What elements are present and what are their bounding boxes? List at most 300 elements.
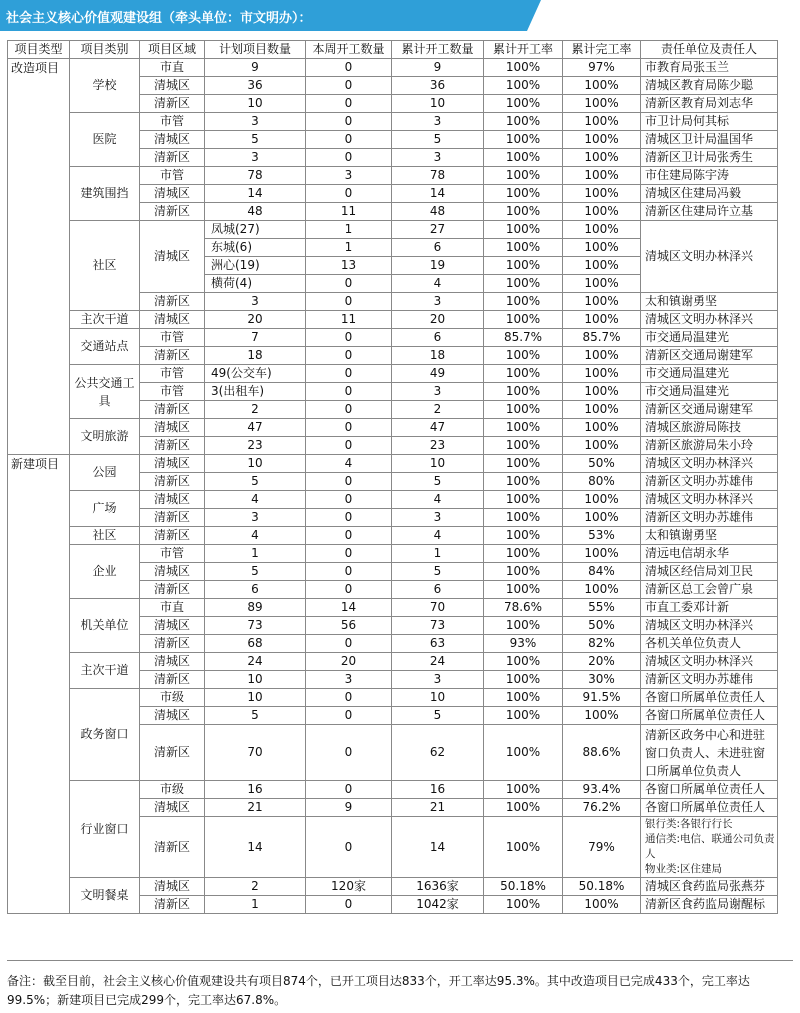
responsible-cell: 清新区食药监局谢醒标 bbox=[641, 896, 778, 914]
completion-rate-cell: 100% bbox=[563, 185, 641, 203]
area-cell: 清城区 bbox=[140, 221, 205, 293]
responsible-cell: 清新区住建局许立基 bbox=[641, 203, 778, 221]
area-cell: 清新区 bbox=[140, 671, 205, 689]
table-row bbox=[8, 113, 778, 131]
category-cell: 行业窗口 bbox=[70, 781, 140, 878]
cumulative-start-cell: 4 bbox=[392, 527, 484, 545]
week-start-cell: 0 bbox=[306, 689, 392, 707]
cumulative-start-cell: 3 bbox=[392, 383, 484, 401]
start-rate-cell: 100% bbox=[484, 185, 563, 203]
week-start-cell: 13 bbox=[306, 257, 392, 275]
responsible-cell: 清新区文明办苏雄伟 bbox=[641, 473, 778, 491]
area-cell: 市直 bbox=[140, 599, 205, 617]
category-cell: 公园 bbox=[70, 455, 140, 491]
start-rate-cell: 100% bbox=[484, 149, 563, 167]
cumulative-start-cell: 6 bbox=[392, 581, 484, 599]
responsible-line: 银行类:各银行行长 bbox=[645, 818, 733, 830]
responsible-cell: 清城区文明办林泽兴 bbox=[641, 455, 778, 473]
week-start-cell: 14 bbox=[306, 599, 392, 617]
responsible-cell: 各窗口所属单位责任人 bbox=[641, 707, 778, 725]
plan-count-cell: 2 bbox=[205, 878, 306, 896]
week-start-cell: 11 bbox=[306, 203, 392, 221]
cumulative-start-cell: 63 bbox=[392, 635, 484, 653]
project-table bbox=[7, 40, 778, 914]
completion-rate-cell: 20% bbox=[563, 653, 641, 671]
table-row bbox=[8, 599, 778, 617]
start-rate-cell: 100% bbox=[484, 817, 563, 878]
cumulative-start-cell: 2 bbox=[392, 401, 484, 419]
cumulative-start-cell: 3 bbox=[392, 149, 484, 167]
cumulative-start-cell: 4 bbox=[392, 275, 484, 293]
week-start-cell: 1 bbox=[306, 239, 392, 257]
area-cell: 市直 bbox=[140, 59, 205, 77]
plan-count-cell: 横荷(4) bbox=[205, 275, 306, 293]
column-header: 累计开工数量 bbox=[392, 41, 484, 59]
start-rate-cell: 100% bbox=[484, 239, 563, 257]
responsible-line: 物业类:区住建局 bbox=[645, 863, 723, 875]
start-rate-cell: 100% bbox=[484, 707, 563, 725]
responsible-cell: 市卫计局何其标 bbox=[641, 113, 778, 131]
area-cell: 清新区 bbox=[140, 581, 205, 599]
responsible-cell: 清新区旅游局朱小玲 bbox=[641, 437, 778, 455]
cumulative-start-cell: 3 bbox=[392, 671, 484, 689]
start-rate-cell: 100% bbox=[484, 653, 563, 671]
table-row bbox=[8, 311, 778, 329]
section-header bbox=[0, 0, 800, 31]
table-row bbox=[8, 455, 778, 473]
area-cell: 清新区 bbox=[140, 473, 205, 491]
area-cell: 清新区 bbox=[140, 509, 205, 527]
start-rate-cell: 100% bbox=[484, 347, 563, 365]
start-rate-cell: 100% bbox=[484, 799, 563, 817]
responsible-cell: 各窗口所属单位责任人 bbox=[641, 781, 778, 799]
completion-rate-cell: 76.2% bbox=[563, 799, 641, 817]
header-arrow bbox=[527, 0, 541, 31]
plan-count-cell: 20 bbox=[205, 311, 306, 329]
start-rate-cell: 100% bbox=[484, 383, 563, 401]
week-start-cell: 0 bbox=[306, 491, 392, 509]
area-cell: 清新区 bbox=[140, 527, 205, 545]
category-cell: 交通站点 bbox=[70, 329, 140, 365]
completion-rate-cell: 30% bbox=[563, 671, 641, 689]
week-start-cell: 0 bbox=[306, 383, 392, 401]
plan-count-cell: 3 bbox=[205, 509, 306, 527]
plan-count-cell: 73 bbox=[205, 617, 306, 635]
column-header: 项目区域 bbox=[140, 41, 205, 59]
category-cell: 企业 bbox=[70, 545, 140, 599]
start-rate-cell: 100% bbox=[484, 473, 563, 491]
week-start-cell: 0 bbox=[306, 581, 392, 599]
section-title: 社会主义核心价值观建设组（牵头单位：市文明办）： bbox=[6, 11, 312, 26]
week-start-cell: 0 bbox=[306, 707, 392, 725]
responsible-cell: 市交通局温建光 bbox=[641, 365, 778, 383]
completion-rate-cell: 50% bbox=[563, 455, 641, 473]
responsible-cell: 清城区文明办林泽兴 bbox=[641, 221, 778, 293]
table-row bbox=[8, 689, 778, 707]
responsible-cell: 清新区政务中心和进驻窗口负责人、未进驻窗口所属单位负责人 bbox=[641, 725, 778, 781]
week-start-cell: 0 bbox=[306, 329, 392, 347]
category-cell: 公共交通工具 bbox=[70, 365, 140, 419]
responsible-cell: 清城区住建局冯毅 bbox=[641, 185, 778, 203]
responsible-cell: 清新区卫计局张秀生 bbox=[641, 149, 778, 167]
cumulative-start-cell: 10 bbox=[392, 95, 484, 113]
plan-count-cell: 1 bbox=[205, 545, 306, 563]
area-cell: 清城区 bbox=[140, 563, 205, 581]
plan-count-cell: 49(公交车) bbox=[205, 365, 306, 383]
plan-count-cell: 9 bbox=[205, 59, 306, 77]
table-row bbox=[8, 329, 778, 347]
column-header: 项目类型 bbox=[8, 41, 70, 59]
cumulative-start-cell: 62 bbox=[392, 725, 484, 781]
start-rate-cell: 100% bbox=[484, 725, 563, 781]
start-rate-cell: 100% bbox=[484, 167, 563, 185]
cumulative-start-cell: 3 bbox=[392, 509, 484, 527]
completion-rate-cell: 100% bbox=[563, 293, 641, 311]
week-start-cell: 0 bbox=[306, 817, 392, 878]
responsible-cell: 清新区文明办苏雄伟 bbox=[641, 509, 778, 527]
area-cell: 清新区 bbox=[140, 896, 205, 914]
start-rate-cell: 100% bbox=[484, 221, 563, 239]
area-cell: 清新区 bbox=[140, 437, 205, 455]
completion-rate-cell: 100% bbox=[563, 896, 641, 914]
week-start-cell: 56 bbox=[306, 617, 392, 635]
cumulative-start-cell: 23 bbox=[392, 437, 484, 455]
start-rate-cell: 100% bbox=[484, 491, 563, 509]
week-start-cell: 0 bbox=[306, 437, 392, 455]
start-rate-cell: 100% bbox=[484, 113, 563, 131]
plan-count-cell: 3 bbox=[205, 113, 306, 131]
week-start-cell: 0 bbox=[306, 77, 392, 95]
start-rate-cell: 100% bbox=[484, 401, 563, 419]
cumulative-start-cell: 47 bbox=[392, 419, 484, 437]
cumulative-start-cell: 27 bbox=[392, 221, 484, 239]
week-start-cell: 0 bbox=[306, 185, 392, 203]
week-start-cell: 0 bbox=[306, 347, 392, 365]
completion-rate-cell: 50.18% bbox=[563, 878, 641, 896]
start-rate-cell: 100% bbox=[484, 131, 563, 149]
start-rate-cell: 100% bbox=[484, 437, 563, 455]
column-header: 累计开工率 bbox=[484, 41, 563, 59]
plan-count-cell: 10 bbox=[205, 671, 306, 689]
responsible-cell: 清城区文明办林泽兴 bbox=[641, 617, 778, 635]
start-rate-cell: 100% bbox=[484, 293, 563, 311]
area-cell: 市管 bbox=[140, 365, 205, 383]
plan-count-cell: 16 bbox=[205, 781, 306, 799]
category-cell: 社区 bbox=[70, 221, 140, 311]
week-start-cell: 0 bbox=[306, 781, 392, 799]
responsible-cell: 清城区食药监局张燕芬 bbox=[641, 878, 778, 896]
table-row bbox=[8, 781, 778, 799]
plan-count-cell: 洲心(19) bbox=[205, 257, 306, 275]
start-rate-cell: 100% bbox=[484, 419, 563, 437]
responsible-cell: 太和镇谢勇坚 bbox=[641, 293, 778, 311]
area-cell: 清城区 bbox=[140, 707, 205, 725]
week-start-cell: 0 bbox=[306, 149, 392, 167]
completion-rate-cell: 100% bbox=[563, 257, 641, 275]
cumulative-start-cell: 14 bbox=[392, 185, 484, 203]
category-cell: 机关单位 bbox=[70, 599, 140, 653]
area-cell: 清城区 bbox=[140, 653, 205, 671]
completion-rate-cell: 100% bbox=[563, 95, 641, 113]
plan-count-cell: 36 bbox=[205, 77, 306, 95]
table-row bbox=[8, 545, 778, 563]
completion-rate-cell: 100% bbox=[563, 131, 641, 149]
start-rate-cell: 78.6% bbox=[484, 599, 563, 617]
completion-rate-cell: 50% bbox=[563, 617, 641, 635]
cumulative-start-cell: 18 bbox=[392, 347, 484, 365]
responsible-cell: 清新区交通局谢建军 bbox=[641, 401, 778, 419]
responsible-cell: 市教育局张玉兰 bbox=[641, 59, 778, 77]
plan-count-cell: 7 bbox=[205, 329, 306, 347]
completion-rate-cell: 100% bbox=[563, 77, 641, 95]
start-rate-cell: 100% bbox=[484, 617, 563, 635]
week-start-cell: 1 bbox=[306, 221, 392, 239]
week-start-cell: 0 bbox=[306, 131, 392, 149]
plan-count-cell: 5 bbox=[205, 707, 306, 725]
area-cell: 清新区 bbox=[140, 149, 205, 167]
area-cell: 市管 bbox=[140, 167, 205, 185]
completion-rate-cell: 100% bbox=[563, 239, 641, 257]
completion-rate-cell: 100% bbox=[563, 113, 641, 131]
category-cell: 学校 bbox=[70, 59, 140, 113]
cumulative-start-cell: 6 bbox=[392, 239, 484, 257]
footnote: 备注：截至目前，社会主义核心价值观建设共有项目874个，已开工项目达833个，开工率达95.3%。其中改造项目已完成433个，完工率达99.5%；新建项目已完成299个，完工率达67.8%。 bbox=[7, 974, 750, 1007]
start-rate-cell: 50.18% bbox=[484, 878, 563, 896]
category-cell: 建筑围挡 bbox=[70, 167, 140, 221]
completion-rate-cell: 100% bbox=[563, 383, 641, 401]
completion-rate-cell: 80% bbox=[563, 473, 641, 491]
table-row bbox=[8, 491, 778, 509]
start-rate-cell: 100% bbox=[484, 59, 563, 77]
responsible-cell: 清城区卫计局温国华 bbox=[641, 131, 778, 149]
column-header: 计划项目数量 bbox=[205, 41, 306, 59]
week-start-cell: 4 bbox=[306, 455, 392, 473]
responsible-cell: 清新区总工会曾广泉 bbox=[641, 581, 778, 599]
week-start-cell: 0 bbox=[306, 95, 392, 113]
table-row bbox=[8, 653, 778, 671]
responsible-cell: 市住建局陈宇涛 bbox=[641, 167, 778, 185]
week-start-cell: 3 bbox=[306, 167, 392, 185]
plan-count-cell: 1 bbox=[205, 896, 306, 914]
week-start-cell: 0 bbox=[306, 365, 392, 383]
cumulative-start-cell: 1 bbox=[392, 545, 484, 563]
area-cell: 清新区 bbox=[140, 635, 205, 653]
completion-rate-cell: 84% bbox=[563, 563, 641, 581]
cumulative-start-cell: 70 bbox=[392, 599, 484, 617]
week-start-cell: 0 bbox=[306, 725, 392, 781]
category-cell: 主次干道 bbox=[70, 653, 140, 689]
start-rate-cell: 100% bbox=[484, 671, 563, 689]
start-rate-cell: 100% bbox=[484, 545, 563, 563]
plan-count-cell: 18 bbox=[205, 347, 306, 365]
responsible-cell: 市交通局温建光 bbox=[641, 329, 778, 347]
plan-count-cell: 3 bbox=[205, 149, 306, 167]
start-rate-cell: 100% bbox=[484, 275, 563, 293]
plan-count-cell: 10 bbox=[205, 455, 306, 473]
area-cell: 清新区 bbox=[140, 293, 205, 311]
area-cell: 清新区 bbox=[140, 725, 205, 781]
cumulative-start-cell: 10 bbox=[392, 455, 484, 473]
area-cell: 清城区 bbox=[140, 185, 205, 203]
plan-count-cell: 6 bbox=[205, 581, 306, 599]
start-rate-cell: 100% bbox=[484, 365, 563, 383]
column-header: 累计完工率 bbox=[563, 41, 641, 59]
area-cell: 清城区 bbox=[140, 77, 205, 95]
week-start-cell: 120家 bbox=[306, 878, 392, 896]
responsible-cell: 清城区旅游局陈技 bbox=[641, 419, 778, 437]
week-start-cell: 0 bbox=[306, 59, 392, 77]
cumulative-start-cell: 5 bbox=[392, 707, 484, 725]
responsible-cell: 太和镇谢勇坚 bbox=[641, 527, 778, 545]
cumulative-start-cell: 19 bbox=[392, 257, 484, 275]
area-cell: 清城区 bbox=[140, 419, 205, 437]
plan-count-cell: 78 bbox=[205, 167, 306, 185]
table-row bbox=[8, 365, 778, 383]
plan-count-cell: 5 bbox=[205, 131, 306, 149]
week-start-cell: 0 bbox=[306, 545, 392, 563]
week-start-cell: 0 bbox=[306, 293, 392, 311]
responsible-cell: 清城区教育局陈少聪 bbox=[641, 77, 778, 95]
start-rate-cell: 100% bbox=[484, 77, 563, 95]
completion-rate-cell: 100% bbox=[563, 275, 641, 293]
area-cell: 市管 bbox=[140, 545, 205, 563]
start-rate-cell: 100% bbox=[484, 781, 563, 799]
cumulative-start-cell: 5 bbox=[392, 563, 484, 581]
table-row bbox=[8, 878, 778, 896]
completion-rate-cell: 100% bbox=[563, 221, 641, 239]
category-cell: 主次干道 bbox=[70, 311, 140, 329]
completion-rate-cell: 53% bbox=[563, 527, 641, 545]
completion-rate-cell: 97% bbox=[563, 59, 641, 77]
week-start-cell: 0 bbox=[306, 896, 392, 914]
week-start-cell: 0 bbox=[306, 473, 392, 491]
completion-rate-cell: 100% bbox=[563, 581, 641, 599]
cumulative-start-cell: 1042家 bbox=[392, 896, 484, 914]
plan-count-cell: 东城(6) bbox=[205, 239, 306, 257]
area-cell: 清城区 bbox=[140, 311, 205, 329]
category-cell: 文明餐桌 bbox=[70, 878, 140, 914]
cumulative-start-cell: 48 bbox=[392, 203, 484, 221]
responsible-cell: 清新区教育局刘志华 bbox=[641, 95, 778, 113]
responsible-cell: 清城区文明办林泽兴 bbox=[641, 491, 778, 509]
responsible-cell: 各机关单位负责人 bbox=[641, 635, 778, 653]
week-start-cell: 0 bbox=[306, 401, 392, 419]
plan-count-cell: 14 bbox=[205, 817, 306, 878]
week-start-cell: 0 bbox=[306, 527, 392, 545]
responsible-line: 通信类:电信、联通公司负责人 bbox=[645, 833, 775, 860]
plan-count-cell: 24 bbox=[205, 653, 306, 671]
cumulative-start-cell: 10 bbox=[392, 689, 484, 707]
completion-rate-cell: 100% bbox=[563, 545, 641, 563]
area-cell: 清新区 bbox=[140, 95, 205, 113]
week-start-cell: 0 bbox=[306, 563, 392, 581]
start-rate-cell: 100% bbox=[484, 581, 563, 599]
plan-count-cell: 凤城(27) bbox=[205, 221, 306, 239]
start-rate-cell: 100% bbox=[484, 311, 563, 329]
completion-rate-cell: 79% bbox=[563, 817, 641, 878]
cumulative-start-cell: 24 bbox=[392, 653, 484, 671]
responsible-cell: 各窗口所属单位责任人 bbox=[641, 799, 778, 817]
week-start-cell: 0 bbox=[306, 419, 392, 437]
plan-count-cell: 68 bbox=[205, 635, 306, 653]
completion-rate-cell: 100% bbox=[563, 311, 641, 329]
week-start-cell: 0 bbox=[306, 275, 392, 293]
start-rate-cell: 100% bbox=[484, 563, 563, 581]
completion-rate-cell: 88.6% bbox=[563, 725, 641, 781]
plan-count-cell: 10 bbox=[205, 95, 306, 113]
start-rate-cell: 100% bbox=[484, 509, 563, 527]
completion-rate-cell: 100% bbox=[563, 437, 641, 455]
plan-count-cell: 47 bbox=[205, 419, 306, 437]
week-start-cell: 9 bbox=[306, 799, 392, 817]
area-cell: 清城区 bbox=[140, 491, 205, 509]
cumulative-start-cell: 3 bbox=[392, 113, 484, 131]
column-header: 责任单位及责任人 bbox=[641, 41, 778, 59]
start-rate-cell: 100% bbox=[484, 527, 563, 545]
week-start-cell: 11 bbox=[306, 311, 392, 329]
area-cell: 清城区 bbox=[140, 131, 205, 149]
responsible-cell: 清城区文明办林泽兴 bbox=[641, 653, 778, 671]
start-rate-cell: 100% bbox=[484, 203, 563, 221]
completion-rate-cell: 100% bbox=[563, 347, 641, 365]
start-rate-cell: 100% bbox=[484, 455, 563, 473]
cumulative-start-cell: 21 bbox=[392, 799, 484, 817]
start-rate-cell: 100% bbox=[484, 896, 563, 914]
plan-count-cell: 48 bbox=[205, 203, 306, 221]
area-cell: 市级 bbox=[140, 781, 205, 799]
responsible-cell: 市直工委邓计新 bbox=[641, 599, 778, 617]
start-rate-cell: 100% bbox=[484, 689, 563, 707]
cumulative-start-cell: 4 bbox=[392, 491, 484, 509]
plan-count-cell: 2 bbox=[205, 401, 306, 419]
week-start-cell: 20 bbox=[306, 653, 392, 671]
responsible-cell: 清远电信胡永华 bbox=[641, 545, 778, 563]
cumulative-start-cell: 36 bbox=[392, 77, 484, 95]
cumulative-start-cell: 73 bbox=[392, 617, 484, 635]
area-cell: 市级 bbox=[140, 689, 205, 707]
column-header: 本周开工数量 bbox=[306, 41, 392, 59]
plan-count-cell: 89 bbox=[205, 599, 306, 617]
start-rate-cell: 100% bbox=[484, 257, 563, 275]
area-cell: 市管 bbox=[140, 383, 205, 401]
plan-count-cell: 5 bbox=[205, 563, 306, 581]
responsible-cell: 清新区交通局谢建军 bbox=[641, 347, 778, 365]
completion-rate-cell: 100% bbox=[563, 491, 641, 509]
category-cell: 文明旅游 bbox=[70, 419, 140, 455]
cumulative-start-cell: 49 bbox=[392, 365, 484, 383]
area-cell: 市管 bbox=[140, 329, 205, 347]
plan-count-cell: 70 bbox=[205, 725, 306, 781]
cumulative-start-cell: 3 bbox=[392, 293, 484, 311]
project-type-cell: 新建项目 bbox=[8, 455, 70, 914]
plan-count-cell: 23 bbox=[205, 437, 306, 455]
plan-count-cell: 4 bbox=[205, 527, 306, 545]
cumulative-start-cell: 16 bbox=[392, 781, 484, 799]
completion-rate-cell: 100% bbox=[563, 401, 641, 419]
cumulative-start-cell: 1636家 bbox=[392, 878, 484, 896]
table-row bbox=[8, 527, 778, 545]
week-start-cell: 0 bbox=[306, 635, 392, 653]
plan-count-cell: 3(出租车) bbox=[205, 383, 306, 401]
completion-rate-cell: 100% bbox=[563, 149, 641, 167]
category-cell: 广场 bbox=[70, 491, 140, 527]
cumulative-start-cell: 6 bbox=[392, 329, 484, 347]
plan-count-cell: 3 bbox=[205, 293, 306, 311]
start-rate-cell: 85.7% bbox=[484, 329, 563, 347]
area-cell: 市管 bbox=[140, 113, 205, 131]
completion-rate-cell: 85.7% bbox=[563, 329, 641, 347]
start-rate-cell: 100% bbox=[484, 95, 563, 113]
